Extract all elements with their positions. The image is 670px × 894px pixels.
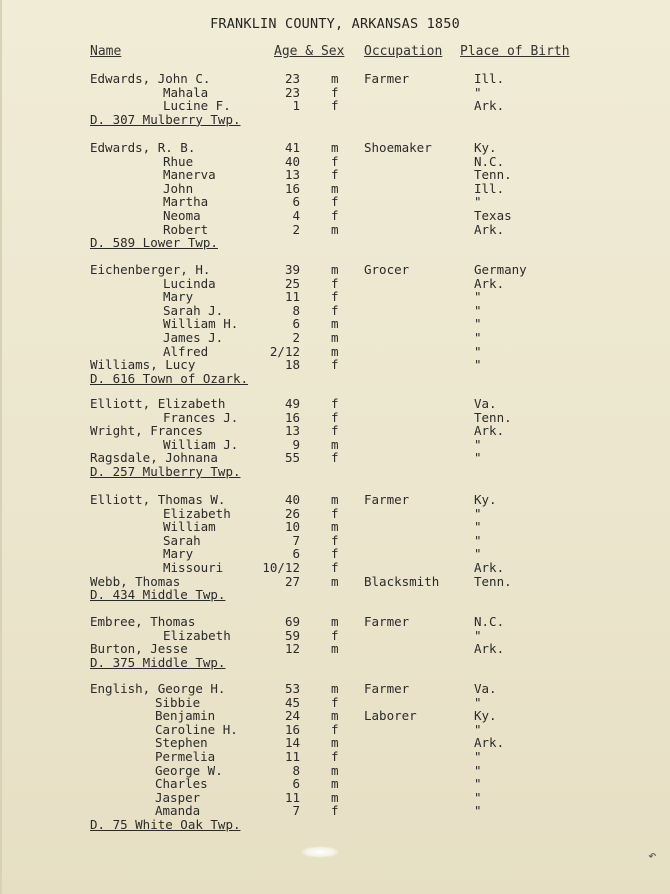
record-birthplace: ": [474, 450, 482, 466]
record-birthplace: Tenn.: [474, 167, 512, 183]
record-birthplace: ": [474, 627, 482, 643]
record-sex: m: [331, 573, 339, 589]
record-birthplace: Ky.: [474, 140, 497, 155]
record-age: 55: [284, 450, 300, 466]
dwelling-location: D. 257 Mulberry Twp.: [90, 464, 241, 479]
record-age: 23: [284, 84, 300, 100]
record-birthplace: Ill.: [474, 180, 505, 196]
record-age: 27: [284, 573, 300, 589]
record-birthplace: ": [474, 343, 482, 359]
record-birthplace: Ark.: [474, 735, 505, 751]
record-age: 59: [284, 627, 300, 643]
record-birthplace: Ark.: [474, 221, 505, 237]
record-row: [0, 331, 670, 345]
record-birthplace: Ark.: [474, 423, 505, 439]
record-row: [0, 209, 670, 223]
record-birthplace: ": [474, 694, 482, 710]
record-age: 16: [284, 721, 300, 737]
record-sex: f: [331, 396, 339, 411]
record-birthplace: ": [474, 84, 482, 100]
record-birthplace: ": [474, 776, 482, 792]
record-age: 8: [292, 762, 300, 778]
record-age: 6: [292, 776, 300, 792]
record-sex: m: [331, 140, 339, 155]
record-age: 9: [292, 436, 300, 452]
record-birthplace: ": [474, 546, 482, 562]
record-sex: f: [331, 357, 339, 373]
record-age: 39: [284, 262, 300, 277]
record-age: 41: [284, 140, 300, 155]
record-occupation: Laborer: [364, 708, 417, 724]
record-sex: m: [331, 492, 339, 507]
record-name: George W.: [155, 762, 223, 778]
header-name: Name: [90, 44, 122, 59]
record-sex: f: [331, 167, 339, 183]
record-sex: m: [331, 681, 339, 696]
record-sex: f: [331, 153, 339, 169]
record-birthplace: ": [474, 302, 482, 318]
record-birthplace: ": [474, 289, 482, 305]
record-age: 11: [284, 749, 300, 764]
record-occupation: Shoemaker: [364, 140, 432, 155]
record-name: Neoma: [163, 208, 201, 223]
record-sex: m: [331, 762, 339, 778]
record-row: [0, 561, 670, 575]
record-birthplace: ": [474, 330, 482, 345]
record-sex: m: [331, 343, 339, 359]
record-row: [0, 72, 670, 86]
record-name: Frances J.: [163, 409, 239, 425]
record-sex: m: [331, 221, 339, 237]
record-row: [0, 682, 670, 696]
record-sex: f: [331, 560, 339, 575]
record-sex: m: [331, 614, 339, 629]
dwelling-location: D. 307 Mulberry Twp.: [90, 111, 241, 127]
paper-blemish: [300, 846, 340, 858]
record-age: 23: [284, 71, 300, 86]
record-occupation: Blacksmith: [364, 573, 440, 589]
record-row: [0, 141, 670, 155]
record-sex: f: [331, 749, 339, 764]
record-birthplace: ": [474, 762, 482, 778]
record-sex: m: [331, 776, 339, 792]
record-sex: f: [331, 721, 339, 737]
record-age: 4: [292, 208, 300, 223]
record-birthplace: ": [474, 721, 482, 737]
record-name: Elizabeth: [163, 505, 231, 521]
record-birthplace: ": [474, 519, 482, 535]
record-birthplace: Ill.: [474, 71, 505, 86]
record-birthplace: Ark.: [474, 560, 505, 575]
record-age: 18: [284, 357, 300, 373]
record-name: Rhue: [163, 153, 194, 169]
record-age: 1: [292, 98, 300, 114]
record-name: Sarah: [163, 532, 201, 548]
record-name: Missouri: [163, 560, 224, 575]
dwelling-location: D. 589 Lower Twp.: [90, 235, 218, 251]
record-birthplace: ": [474, 357, 482, 373]
record-sex: m: [331, 708, 339, 724]
record-sex: m: [331, 71, 339, 86]
record-birthplace: ": [474, 532, 482, 548]
record-age: 16: [284, 409, 300, 425]
record-name: Mary: [163, 289, 194, 305]
record-birthplace: ": [474, 789, 482, 805]
record-name: Sibbie: [155, 694, 201, 710]
record-sex: f: [331, 505, 339, 521]
record-name: Edwards, John C.: [90, 71, 211, 86]
record-age: 53: [284, 681, 300, 696]
record-sex: m: [331, 735, 339, 751]
record-name: Sarah J.: [163, 302, 224, 318]
record-age: 11: [284, 789, 300, 805]
record-row: [0, 397, 670, 411]
record-age: 45: [284, 694, 300, 710]
record-name: Edwards, R. B.: [90, 140, 196, 155]
record-age: 11: [284, 289, 300, 305]
record-row: [0, 263, 670, 277]
record-age: 7: [292, 803, 300, 819]
record-birthplace: Ky.: [474, 492, 497, 507]
record-name: Martha: [163, 194, 209, 210]
record-name: English, George H.: [90, 681, 226, 696]
record-name: Amanda: [155, 803, 201, 819]
page-title: FRANKLIN COUNTY, ARKANSAS 1850: [210, 16, 460, 32]
record-birthplace: Tenn.: [474, 573, 512, 589]
record-name: Elliott, Elizabeth: [90, 396, 226, 411]
record-age: 14: [284, 735, 300, 751]
record-sex: f: [331, 275, 339, 291]
record-name: Webb, Thomas: [90, 573, 181, 589]
record-sex: f: [331, 532, 339, 548]
record-row: [0, 493, 670, 507]
record-sex: f: [331, 423, 339, 439]
record-name: Stephen: [155, 735, 208, 751]
record-sex: f: [331, 289, 339, 305]
record-sex: f: [331, 84, 339, 100]
record-name: Caroline H.: [155, 721, 238, 737]
record-age: 13: [284, 423, 300, 439]
record-age: 6: [292, 194, 300, 210]
record-name: William J.: [163, 436, 239, 452]
record-age: 13: [284, 167, 300, 183]
record-occupation: Farmer: [364, 492, 410, 507]
record-name: Embree, Thomas: [90, 614, 196, 629]
record-name: Lucinda: [163, 275, 216, 291]
record-name: Elliott, Thomas W.: [90, 492, 226, 507]
record-birthplace: ": [474, 316, 482, 332]
header-occupation: Occupation: [364, 44, 443, 59]
record-name: William H.: [163, 316, 239, 332]
record-name: Charles: [155, 776, 208, 792]
record-name: Ragsdale, Johnana: [90, 450, 218, 466]
record-birthplace: ": [474, 194, 482, 210]
record-age: 40: [284, 153, 300, 169]
record-name: John: [163, 180, 194, 196]
dwelling-location: D. 434 Middle Twp.: [90, 587, 226, 603]
record-birthplace: Ark.: [474, 641, 505, 657]
record-name: Elizabeth: [163, 627, 231, 643]
record-name: Williams, Lucy: [90, 357, 196, 373]
record-age: 7: [292, 532, 300, 548]
record-name: Benjamin: [155, 708, 216, 724]
record-name: Burton, Jesse: [90, 641, 188, 657]
record-name: Robert: [163, 221, 209, 237]
record-name: James J.: [163, 330, 224, 345]
record-sex: f: [331, 98, 339, 114]
record-sex: f: [331, 803, 339, 819]
dwelling-location: D. 75 White Oak Twp.: [90, 817, 241, 832]
record-sex: m: [331, 519, 339, 535]
record-birthplace: N.C.: [474, 614, 505, 629]
record-age: 2: [292, 330, 300, 345]
dwelling-location: D. 375 Middle Twp.: [90, 654, 226, 670]
record-birthplace: ": [474, 803, 482, 819]
record-name: Alfred: [163, 343, 209, 359]
header-age-sex: Age & Sex: [274, 44, 345, 59]
record-name: Jasper: [155, 789, 201, 805]
record-age: 6: [292, 546, 300, 562]
record-birthplace: Germany: [474, 262, 527, 277]
record-sex: m: [331, 436, 339, 452]
record-age: 40: [284, 492, 300, 507]
record-name: Mary: [163, 546, 194, 562]
record-age: 2/12: [269, 343, 300, 359]
corner-mark-icon: ↶: [648, 848, 657, 864]
record-row: [0, 750, 670, 764]
record-birthplace: Tenn.: [474, 409, 512, 425]
record-sex: f: [331, 208, 339, 223]
record-age: 6: [292, 316, 300, 332]
record-age: 24: [284, 708, 300, 724]
record-age: 25: [284, 275, 300, 291]
record-occupation: Farmer: [364, 614, 410, 629]
record-age: 10/12: [262, 560, 300, 575]
record-age: 69: [284, 614, 300, 629]
record-sex: f: [331, 546, 339, 562]
record-sex: m: [331, 316, 339, 332]
record-name: Permelia: [155, 749, 216, 764]
record-age: 16: [284, 180, 300, 196]
record-name: Eichenberger, H.: [90, 262, 211, 277]
record-name: Wright, Frances: [90, 423, 203, 439]
record-sex: f: [331, 302, 339, 318]
record-name: Manerva: [163, 167, 216, 183]
dwelling-location: D. 616 Town of Ozark.: [90, 370, 249, 386]
record-birthplace: N.C.: [474, 153, 505, 169]
record-sex: m: [331, 641, 339, 657]
record-age: 26: [284, 505, 300, 521]
record-sex: m: [331, 262, 339, 277]
record-sex: f: [331, 694, 339, 710]
record-birthplace: ": [474, 436, 482, 452]
record-occupation: Farmer: [364, 71, 410, 86]
record-sex: f: [331, 627, 339, 643]
record-sex: f: [331, 450, 339, 466]
record-occupation: Farmer: [364, 681, 410, 696]
record-sex: m: [331, 789, 339, 805]
record-age: 12: [284, 641, 300, 657]
record-birthplace: Texas: [474, 208, 512, 223]
header-birth: Place of Birth: [460, 44, 570, 59]
record-age: 49: [284, 396, 300, 411]
record-birthplace: Ark.: [474, 98, 505, 114]
record-name: Lucine F.: [163, 98, 231, 114]
record-sex: f: [331, 194, 339, 210]
record-birthplace: Ark.: [474, 275, 505, 291]
record-row: [0, 615, 670, 629]
record-sex: m: [331, 330, 339, 345]
record-age: 8: [292, 302, 300, 318]
record-sex: f: [331, 409, 339, 425]
record-birthplace: ": [474, 505, 482, 521]
record-birthplace: Ky.: [474, 708, 497, 724]
record-sex: m: [331, 180, 339, 196]
record-name: Mahala: [163, 84, 209, 100]
record-birthplace: Va.: [474, 396, 497, 411]
record-birthplace: Va.: [474, 681, 497, 696]
record-age: 10: [284, 519, 300, 535]
record-age: 2: [292, 221, 300, 237]
record-name: William: [163, 519, 216, 535]
record-occupation: Grocer: [364, 262, 410, 277]
record-birthplace: ": [474, 749, 482, 764]
